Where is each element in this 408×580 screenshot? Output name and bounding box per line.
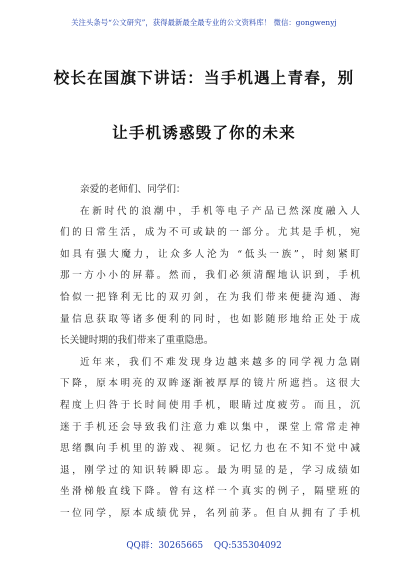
- document-title-line-1: 校长在国旗下讲话：当手机遇上青春，别: [53, 69, 355, 87]
- body-line: 恰似一把锋利无比的双刃剑，在为我们带来便捷沟通、海: [60, 291, 360, 303]
- body-line: 近年来，我们不难发现身边越来越多的同学视力急剧: [80, 356, 360, 368]
- body-line: 一位同学，原本成绩优异，名列前茅。但自从拥有了手机: [60, 507, 360, 519]
- body-line: 那一方小小的屏幕。然而，我们必须清醒地认识到，手机: [60, 270, 360, 282]
- footer-contact: [0, 538, 408, 551]
- body-line: 迷于手机还会导致我们注意力难以集中，课堂上常常走神: [60, 421, 360, 433]
- footer-qq-number: QQ:535304092: [213, 541, 282, 551]
- body-line: 下降，原本明亮的双眸逐渐被厚厚的镜片所遮挡。这很大: [60, 378, 360, 390]
- body-line: 们的日常生活，成为不可或缺的一部分。尤其是手机，宛: [60, 227, 360, 239]
- body-line: 坐滑梯般直线下降。曾有这样一个真实的例子，隔壁班的: [60, 486, 360, 498]
- salutation: 亲爱的老师们、同学们：: [80, 184, 186, 195]
- body-line: 量信息获取等诸多便利的同时，也如影随形地给正处于成: [60, 313, 360, 325]
- body-line: 思绪飘向手机里的游戏、视频。记忆力也在不知不觉中减: [60, 443, 360, 455]
- body-line: 在新时代的浪潮中，手机等电子产品已然深度融入人: [80, 205, 360, 217]
- body-line: 长关键时期的我们带来了重重隐患。: [60, 335, 214, 347]
- promo-banner: 关注头条号“公文研究”，获得最新最全最专业的公文资料库！ 微信：gongwenyj: [71, 18, 337, 27]
- body-line: 如具有强大魔力，让众多人沦为 “低头一族”，时刻紧盯: [60, 248, 360, 260]
- document-title-line-2: 让手机诱惑毁了你的未来: [112, 124, 296, 142]
- document-body: [60, 179, 360, 525]
- footer-qq-group: QQ群：30265665: [126, 541, 204, 551]
- body-line: 退，刚学过的知识转瞬即忘。最为明显的是，学习成绩如: [60, 464, 360, 476]
- body-line: 程度上归咎于长时间使用手机，眼睛过度疲劳。而且，沉: [60, 399, 360, 411]
